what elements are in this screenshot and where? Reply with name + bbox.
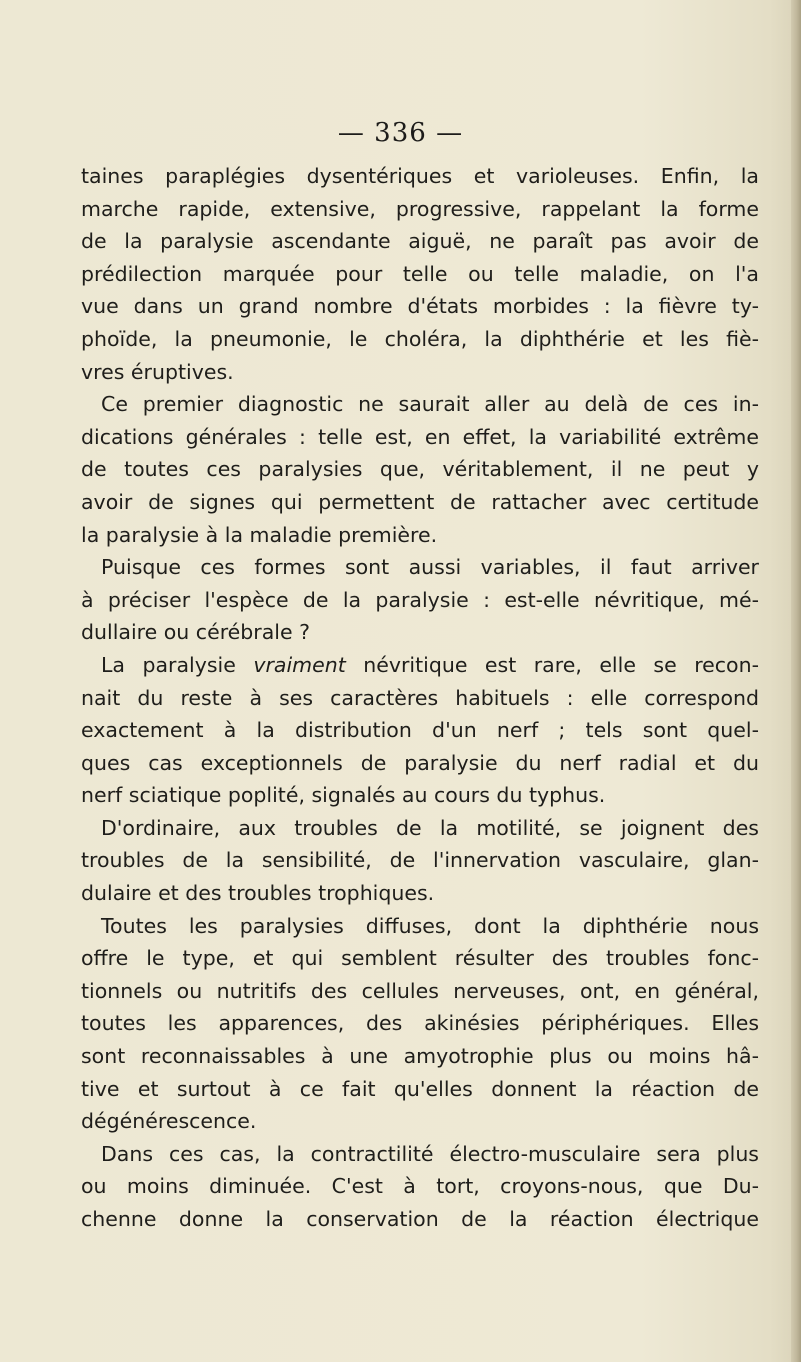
text-line: tionnels ou nutritifs des cellules nerveuses, ont, en général, bbox=[81, 978, 759, 1003]
text-line: taines paraplégies dysentériques et varioleuses. Enfin, la bbox=[81, 164, 759, 188]
text-line: vue dans un grand nombre d'états morbides : la fièvre ty- bbox=[81, 294, 759, 319]
text-line: la paralysie à la maladie première. bbox=[81, 522, 438, 547]
paragraph-start-line: Ce premier diagnostic ne saurait aller au delà de ces in- bbox=[101, 392, 759, 417]
paragraph-start-line: D'ordinaire, aux troubles de la motilité, se joignent des bbox=[101, 815, 759, 840]
text-line: de toutes ces paralysies que, véritablement, il ne peut y bbox=[81, 457, 759, 482]
text-segment: névritique est rare, elle se recon- bbox=[345, 652, 759, 677]
text-line: phoïde, la pneumonie, le choléra, la diphthérie et les fiè- bbox=[81, 326, 759, 351]
text-line: dulaire et des troubles trophiques. bbox=[81, 881, 435, 906]
text-line: nait du reste à ses caractères habituels : elle correspond bbox=[81, 685, 759, 710]
text-line: troubles de la sensibilité, de l'innervation vasculaire, glan- bbox=[81, 848, 759, 873]
text-line: marche rapide, extensive, progressive, rappelant la forme bbox=[81, 196, 759, 221]
text-line: avoir de signes qui permettent de rattacher avec certitude bbox=[81, 489, 759, 514]
text-line: de la paralysie ascendante aiguë, ne paraît pas avoir de bbox=[81, 229, 759, 254]
paragraph-start-line: Puisque ces formes sont aussi variables, il faut arriver bbox=[101, 555, 759, 580]
text-line: tive et surtout à ce fait qu'elles donnent la réaction de bbox=[81, 1076, 759, 1101]
text-line: sont reconnaissables à une amyotrophie plus ou moins hâ- bbox=[81, 1044, 759, 1069]
text-line: exactement à la distribution d'un nerf ; tels sont quel- bbox=[81, 718, 759, 743]
text-line: dications générales : telle est, en effet, la variabilité extrême bbox=[81, 424, 759, 449]
paragraph-start-line bbox=[81, 649, 759, 682]
text-line: vres éruptives. bbox=[81, 359, 234, 384]
text-line: à préciser l'espèce de la paralysie : est-elle névritique, mé- bbox=[81, 587, 759, 612]
body-text bbox=[81, 160, 759, 1236]
page-number: — 336 — bbox=[337, 118, 464, 148]
text-line: ou moins diminuée. C'est à tort, croyons-nous, que Du- bbox=[81, 1174, 759, 1199]
text-line: prédilection marquée pour telle ou telle maladie, on l'a bbox=[81, 261, 759, 286]
paragraph-start-line: Toutes les paralysies diffuses, dont la diphthérie nous bbox=[101, 913, 759, 938]
page-edge bbox=[791, 0, 801, 1362]
text-line: chenne donne la conservation de la réaction électrique bbox=[81, 1207, 759, 1231]
italic-word: vraiment bbox=[253, 652, 346, 677]
text-line: toutes les apparences, des akinésies périphériques. Elles bbox=[81, 1011, 759, 1036]
text-line: dullaire ou cérébrale ? bbox=[81, 620, 310, 645]
text-line: offre le type, et qui semblent résulter des troubles fonc- bbox=[81, 946, 759, 971]
text-line: ques cas exceptionnels de paralysie du nerf radial et du bbox=[81, 750, 759, 775]
text-line: dégénérescence. bbox=[81, 1109, 257, 1134]
text-line: nerf sciatique poplité, signalés au cours du typhus. bbox=[81, 783, 606, 808]
paragraph-start-line: Dans ces cas, la contractilité électro-musculaire sera plus bbox=[101, 1141, 759, 1166]
text-segment: La paralysie bbox=[101, 652, 254, 677]
